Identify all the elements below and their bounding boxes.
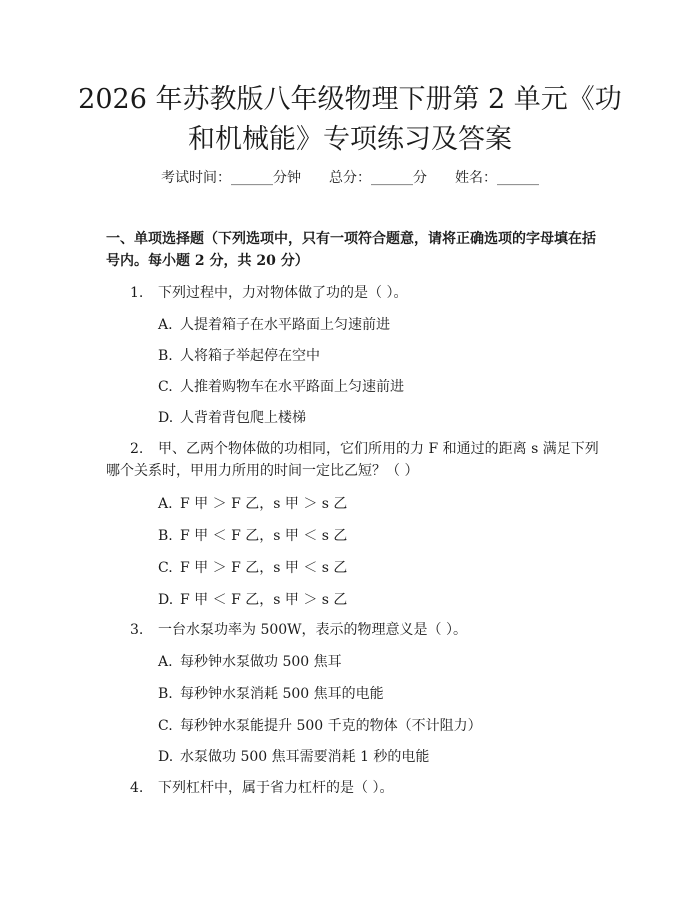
option-text: 人提着箱子在水平路面上匀速前进 xyxy=(180,317,390,333)
option-letter: B. xyxy=(158,686,173,702)
option-3c xyxy=(158,716,482,736)
option-1d xyxy=(158,408,306,428)
option-text: 人背着背包爬上楼梯 xyxy=(180,410,306,426)
option-2d xyxy=(158,590,347,610)
question-1 xyxy=(130,283,407,303)
option-letter: D. xyxy=(158,410,174,426)
option-1c xyxy=(158,377,404,397)
document-title-line-2: 和机械能》专项练习及答案 xyxy=(188,124,512,155)
option-text: F 甲 ＞ F 乙，s 甲 ＜ s 乙 xyxy=(180,560,348,576)
option-text: 每秒钟水泵消耗 500 焦耳的电能 xyxy=(180,686,384,702)
option-letter: C. xyxy=(158,379,173,395)
question-number: 2. xyxy=(130,441,144,457)
option-3b xyxy=(158,684,384,704)
option-letter: D. xyxy=(158,749,174,765)
document-title-line-1: 2026 年苏教版八年级物理下册第 2 单元《功 xyxy=(78,84,622,115)
option-text: 人将箱子举起停在空中 xyxy=(180,348,320,364)
option-letter: A. xyxy=(158,496,173,512)
question-3 xyxy=(130,620,467,640)
option-1b xyxy=(158,346,320,366)
option-3d xyxy=(158,747,429,767)
option-letter: D. xyxy=(158,592,174,608)
question-text: 下列过程中，力对物体做了功的是（ ）。 xyxy=(158,285,408,301)
total-score-field: 总分：______分 xyxy=(329,170,427,186)
option-text: 水泵做功 500 焦耳需要消耗 1 秒的电能 xyxy=(180,749,430,765)
option-1a xyxy=(158,315,390,335)
option-2b xyxy=(158,526,347,546)
option-text: 人推着购物车在水平路面上匀速前进 xyxy=(180,379,404,395)
option-text: 每秒钟水泵做功 500 焦耳 xyxy=(180,654,342,670)
option-letter: C. xyxy=(158,560,173,576)
option-text: F 甲 ＜ F 乙，s 甲 ＞ s 乙 xyxy=(180,592,348,608)
exam-meta xyxy=(0,168,700,188)
option-text: F 甲 ＞ F 乙，s 甲 ＞ s 乙 xyxy=(180,496,348,512)
name-field: 姓名：______ xyxy=(455,170,539,186)
option-letter: A. xyxy=(158,654,173,670)
section-heading-single-choice: 一、单项选择题（下列选项中，只有一项符合题意，请将正确选项的字母填在括号内。每小题 2 分，共 20 分） xyxy=(106,231,596,269)
question-4 xyxy=(130,778,393,798)
option-text: F 甲 ＜ F 乙，s 甲 ＜ s 乙 xyxy=(180,528,348,544)
exam-time-field: 考试时间：______分钟 xyxy=(161,170,301,186)
option-letter: B. xyxy=(158,528,173,544)
question-text: 一台水泵功率为 500W，表示的物理意义是（ ）。 xyxy=(158,622,468,638)
question-number: 3. xyxy=(130,622,144,638)
option-3a xyxy=(158,652,342,672)
option-letter: B. xyxy=(158,348,173,364)
option-2c xyxy=(158,558,347,578)
option-text: 每秒钟水泵能提升 500 千克的物体（不计阻力） xyxy=(180,718,482,734)
option-letter: C. xyxy=(158,718,173,734)
question-number: 1. xyxy=(130,285,144,301)
question-2 xyxy=(106,438,601,482)
option-letter: A. xyxy=(158,317,173,333)
option-2a xyxy=(158,494,347,514)
question-text: 甲、乙两个物体做的功相同，它们所用的力 F 和通过的距离 s 满足下列哪个关系时，甲用力所用的时间一定比乙短？（ ） xyxy=(106,441,599,479)
question-text: 下列杠杆中，属于省力杠杆的是（ ）。 xyxy=(158,780,394,796)
question-number: 4. xyxy=(130,780,144,796)
